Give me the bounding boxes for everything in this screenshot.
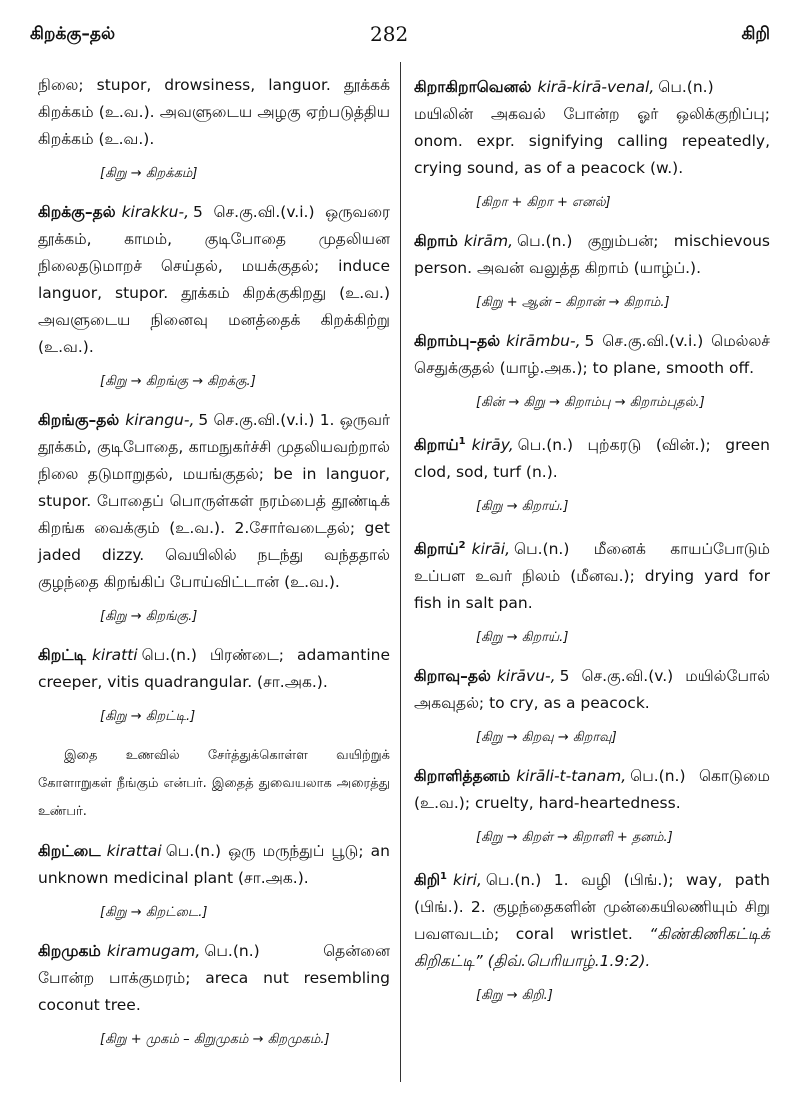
header-right-guideword: கிறி (741, 24, 770, 44)
dictionary-entry (414, 863, 770, 975)
definition: பெ.(n.) கொடுமை (உ.வ.); cruelty, hard-heartedness. (414, 767, 770, 813)
definition: பெ.(n.) பிரண்டை; adamantine creeper, vitis quadrangular. (சா.அக.). (38, 646, 390, 691)
headword: கிறக்கு–தல் (38, 203, 116, 221)
citation-quote: “கிண்கிணிகட்டிக் கிறிகட்டி” (திவ்.பெரியாழ்.1.9:2). (414, 925, 770, 971)
definition: பெ.(n.) ஒரு மருந்துப் பூடு; an unknown medicinal plant (சா.அக.). (38, 842, 390, 887)
transliteration: kiri, (453, 871, 482, 890)
transliteration: kirā-kirā-venal, (537, 78, 655, 96)
definition: பெ.(n.) 1. வழி (பிங்.); way, path (பிங்.). 2. குழந்தைகளின் முன்கையிலணியும் சிறு பவளவடம்; coral wristlet. (414, 871, 770, 944)
headword: கிறாவு–தல் (414, 667, 491, 686)
page-number: 282 (370, 22, 409, 46)
transliteration: kirāmbu-, (506, 332, 581, 350)
header-left-guideword: கிறக்கு–தல் (30, 24, 116, 44)
definition: பெ.(n.) மீனைக் காயப்போடும் உப்பள உவர் நிலம் (மீனவ.); drying yard for fish in salt pan. (414, 540, 770, 613)
etymology: [கின் → கிறு → கிறாம்பு → கிறாம்புதல்.] (476, 395, 705, 410)
page-header (0, 0, 800, 58)
etymology: [கிறு → கிறவு → கிறாவு] (476, 730, 617, 746)
transliteration: kirām, (463, 232, 514, 250)
dictionary-entry (414, 228, 770, 282)
definition: பெ.(n.) மயிலின் அகவல் போன்ற ஓர் ஒலிக்குறிப்பு; onom. expr. signifying calling repeatedly, crying sound, as of a peacock (w.). (414, 78, 770, 177)
headword: கிறி$^1$ (414, 871, 448, 890)
etymology: [கிறு → கிறங்கு.] (100, 609, 198, 624)
transliteration: kirāvu-, (496, 667, 556, 686)
etymology: [கிறு → கிறாய்.] (476, 630, 569, 646)
etymology: [கிறு → கிறங்கு → கிறக்கு.] (100, 374, 256, 389)
transliteration: kirangu-, (125, 411, 195, 429)
right-column (414, 74, 770, 1021)
etymology: [கிறா + கிறா + எனல்] (476, 195, 611, 210)
dictionary-entry (414, 763, 770, 817)
etymology: [கிறு → கிறட்டி.] (100, 709, 196, 724)
dictionary-entry (414, 532, 770, 617)
transliteration: kirāy, (471, 436, 514, 455)
usage-note: இதை உணவில் சேர்த்துக்கொள்ள வயிற்றுக் கோளாறுகள் நீங்கும் என்பர். இதைத் துவையலாக அரைத்து உண்பர். (38, 748, 390, 819)
headword: கிறாய்$^1$ (414, 436, 466, 455)
dictionary-entry (38, 407, 390, 596)
headword: கிறாம் (414, 232, 458, 250)
headword: கிறட்டை (38, 842, 101, 860)
transliteration: kirāi, (471, 540, 510, 559)
headword: கிறாய்$^2$ (414, 540, 466, 559)
headword: கிறமுகம் (38, 942, 101, 960)
definition: பெ.(n.) புற்கரடு (வின்.); green clod, sod, turf (n.). (414, 436, 770, 482)
transliteration: kirattai (106, 842, 162, 860)
dictionary-entry (38, 938, 390, 1019)
column-divider (400, 62, 401, 1082)
etymology: [கிறு → கிறட்டை.] (100, 905, 208, 920)
homonym-number: 1 (440, 871, 448, 883)
headword: கிறங்கு–தல் (38, 411, 120, 429)
entry-continuation: நிலை; stupor, drowsiness, languor. தூக்கக் கிறக்கம் (உ.வ.). அவளுடைய அழகு ஏற்படுத்திய கிறக்கம் (உ.வ.). (38, 76, 390, 148)
dictionary-entry (38, 199, 390, 361)
transliteration: kiramugam, (106, 942, 201, 960)
headword: கிறாகிறாவெனல் (414, 78, 532, 96)
left-column (38, 74, 390, 1065)
etymology: [கிறு + ஆன் – கிறான் → கிறாம்.] (476, 295, 670, 310)
dictionary-entry (38, 642, 390, 696)
definition: பெ.(n.) குறும்பன்; mischievous person. அவன் வலுத்த கிறாம் (யாழ்ப்.). (414, 232, 770, 277)
homonym-number: 1 (458, 436, 466, 447)
dictionary-entry (414, 663, 770, 717)
etymology: [கிறு → கிறள் → கிறாளி + தனம்.] (476, 830, 673, 846)
transliteration: kiratti (91, 646, 138, 664)
etymology: [கிறு + முகம் – கிறுமுகம் → கிறமுகம்.] (100, 1032, 330, 1047)
transliteration: kirāli-t-tanam, (516, 767, 627, 786)
dictionary-entry (414, 74, 770, 182)
definition: 5 செ.கு.வி.(v.i.) 1. ஒருவர் தூக்கம், குடிபோதை, காமநுகர்ச்சி முதலியவற்றால் நிலை தடுமாறுதல், மயங்குதல்; be in languor, stupor. போதைப் பொருள்கள் நரம்பைத் தூண்டிக் கிறங்க வைக்கும் (உ.வ.). 2.சோர்வடைதல்; get jaded dizzy. வெயிலில் நடந்து வந்ததால் குழந்தை கிறங்கிப் போய்விட்டான் (உ.வ.). (38, 411, 390, 591)
headword: கிறட்டி (38, 646, 86, 664)
etymology: [கிறு → கிறாய்.] (476, 499, 569, 515)
definition: 5 செ.கு.வி.(v.) மயில்போல் அகவுதல்; to cry, as a peacock. (414, 667, 770, 713)
homonym-number: 2 (458, 540, 466, 552)
definition: 5 செ.கு.வி.(v.i.) ஒருவரை தூக்கம், காமம், குடிபோதை முதலியன நிலைதடுமாறச் செய்தல், மயக்குதல்; induce languor, stupor. தூக்கம் கிறக்குகிறது (உ.வ.) அவளுடைய நினைவு மனத்தைக் கிறக்கிற்று (உ.வ.). (38, 203, 390, 356)
definition: 5 செ.கு.வி.(v.i.) மெல்லச் செதுக்குதல் (யாழ்.அக.); to plane, smooth off. (414, 332, 770, 377)
headword: கிறாளித்தனம் (414, 767, 511, 786)
etymology: [கிறு → கிறி.] (476, 988, 553, 1004)
dictionary-entry (414, 428, 770, 486)
transliteration: kirakku-, (121, 203, 190, 221)
etymology: [கிறு → கிறக்கம்] (100, 166, 198, 181)
definition: பெ.(n.) தென்னை போன்ற பாக்குமரம்; areca nut resembling coconut tree. (38, 942, 390, 1014)
dictionary-entry (414, 328, 770, 382)
headword: கிறாம்பு–தல் (414, 332, 501, 350)
dictionary-entry (38, 838, 390, 892)
